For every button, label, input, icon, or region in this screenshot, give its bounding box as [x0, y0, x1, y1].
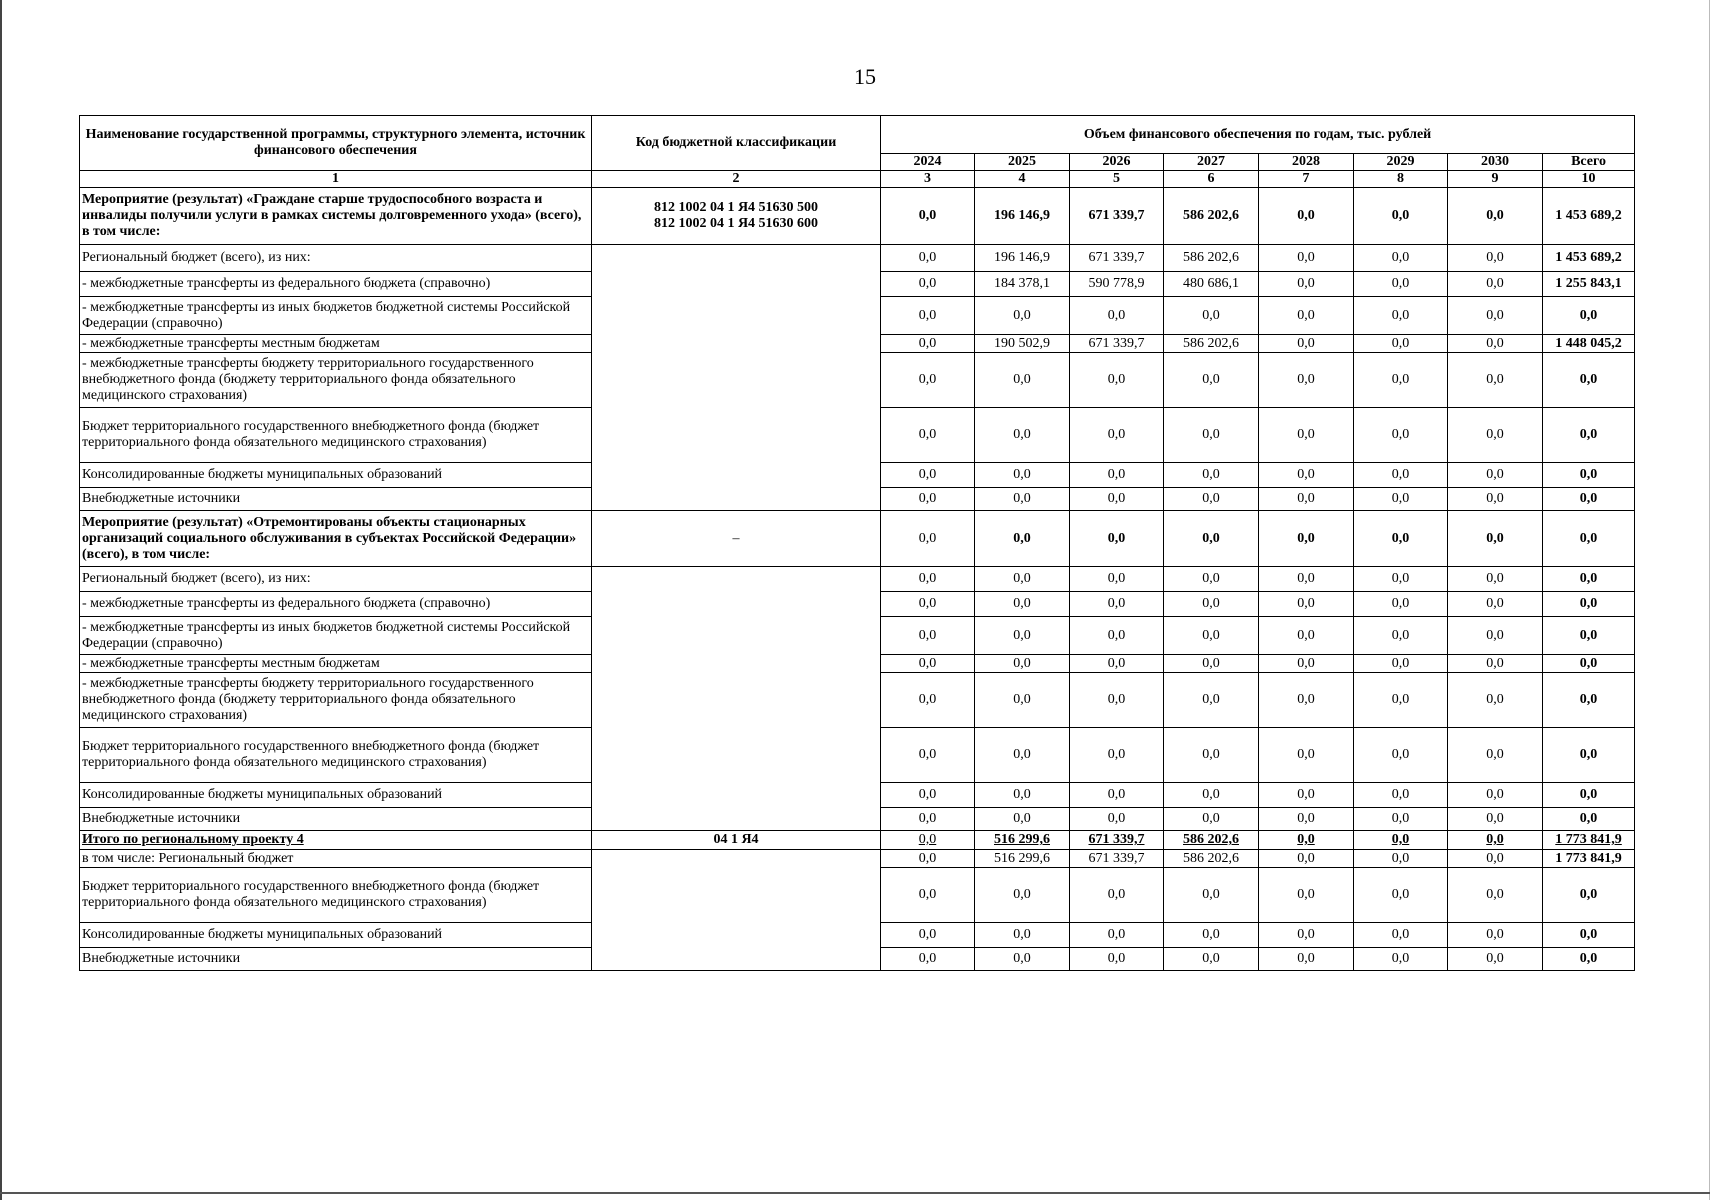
year-value-cell: 0,0: [1448, 808, 1543, 831]
year-value-cell: 0,0: [1354, 272, 1448, 297]
table-row: [80, 245, 1635, 272]
row-name-cell: - межбюджетные трансферты бюджету территориального государственного внебюджетного фонда (бюджету территориального фонда обязательного медицинского страхования): [80, 353, 592, 408]
total-value-cell: 0,0: [1543, 948, 1635, 971]
year-value-cell: 586 202,6: [1164, 831, 1259, 850]
year-value-cell: 0,0: [881, 673, 975, 728]
year-value-cell: 0,0: [1164, 463, 1259, 488]
total-value-cell: 0,0: [1543, 488, 1635, 511]
year-value-cell: 0,0: [1164, 297, 1259, 335]
year-value-cell: 0,0: [975, 617, 1070, 655]
year-value-cell: 586 202,6: [1164, 245, 1259, 272]
year-value-cell: 0,0: [1259, 948, 1354, 971]
column-number: 9: [1448, 171, 1543, 188]
year-value-cell: 0,0: [1448, 488, 1543, 511]
year-value-cell: 0,0: [975, 655, 1070, 673]
year-value-cell: 0,0: [1259, 783, 1354, 808]
year-value-cell: 0,0: [1354, 463, 1448, 488]
year-value-cell: 0,0: [1448, 408, 1543, 463]
header-code-cell: Код бюджетной классификации: [592, 116, 881, 171]
budget-code-line: 812 1002 04 1 Я4 51630 500: [653, 200, 819, 215]
row-name-cell: Мероприятие (результат) «Граждане старше трудоспособного возраста и инвалиды получили услуги в рамках системы долговременного ухода» (всего), в том числе:: [80, 188, 592, 245]
year-value-cell: 0,0: [1259, 188, 1354, 245]
row-name-cell: - межбюджетные трансферты из федерального бюджета (справочно): [80, 272, 592, 297]
year-value-cell: 0,0: [1354, 673, 1448, 728]
year-value-cell: 0,0: [1164, 923, 1259, 948]
year-value-cell: 0,0: [1164, 488, 1259, 511]
column-number: 3: [881, 171, 975, 188]
year-value-cell: 516 299,6: [975, 850, 1070, 868]
year-value-cell: 0,0: [881, 335, 975, 353]
year-value-cell: 0,0: [1164, 567, 1259, 592]
year-value-cell: 0,0: [1354, 245, 1448, 272]
row-name-cell: Консолидированные бюджеты муниципальных образований: [80, 463, 592, 488]
year-value-cell: 0,0: [1070, 783, 1164, 808]
year-value-cell: 0,0: [1070, 808, 1164, 831]
year-value-cell: 0,0: [1070, 463, 1164, 488]
year-value-cell: 0,0: [975, 728, 1070, 783]
row-name-cell: - межбюджетные трансферты из иных бюджетов бюджетной системы Российской Федерации (справочно): [80, 617, 592, 655]
header-row: [80, 116, 1635, 154]
row-name-cell: Бюджет территориального государственного внебюджетного фонда (бюджет территориального фонда обязательного медицинского страхования): [80, 868, 592, 923]
year-value-cell: 196 146,9: [975, 188, 1070, 245]
year-value-cell: 0,0: [1354, 188, 1448, 245]
year-value-cell: 0,0: [975, 463, 1070, 488]
year-value-cell: 671 339,7: [1070, 335, 1164, 353]
year-value-cell: 0,0: [1164, 353, 1259, 408]
year-value-cell: 0,0: [1448, 783, 1543, 808]
row-name-cell: Бюджет территориального государственного внебюджетного фонда (бюджет территориального фонда обязательного медицинского страхования): [80, 728, 592, 783]
year-value-cell: 0,0: [1354, 511, 1448, 567]
year-value-cell: 0,0: [1354, 592, 1448, 617]
row-name-cell: Внебюджетные источники: [80, 808, 592, 831]
row-name-cell: - межбюджетные трансферты из иных бюджетов бюджетной системы Российской Федерации (справочно): [80, 297, 592, 335]
column-number: 6: [1164, 171, 1259, 188]
year-value-cell: 0,0: [1448, 353, 1543, 408]
total-value-cell: 0,0: [1543, 353, 1635, 408]
year-value-cell: 0,0: [1070, 511, 1164, 567]
year-value-cell: 0,0: [881, 511, 975, 567]
year-value-cell: 0,0: [1164, 655, 1259, 673]
year-value-cell: 0,0: [1259, 831, 1354, 850]
row-name-cell: Внебюджетные источники: [80, 488, 592, 511]
year-value-cell: 0,0: [1354, 831, 1448, 850]
year-value-cell: 0,0: [1448, 592, 1543, 617]
year-value-cell: 0,0: [1070, 655, 1164, 673]
column-number: 2: [592, 171, 881, 188]
year-header: 2025: [975, 154, 1070, 171]
year-value-cell: 0,0: [1070, 923, 1164, 948]
year-value-cell: 671 339,7: [1070, 245, 1164, 272]
year-value-cell: 0,0: [975, 353, 1070, 408]
year-value-cell: 590 778,9: [1070, 272, 1164, 297]
header-volume-cell: Объем финансового обеспечения по годам, тыс. рублей: [881, 116, 1635, 154]
column-number: 10: [1543, 171, 1635, 188]
year-value-cell: 0,0: [881, 488, 975, 511]
merged-empty-cell: [592, 850, 881, 971]
year-value-cell: 0,0: [1070, 297, 1164, 335]
year-value-cell: 671 339,7: [1070, 188, 1164, 245]
year-value-cell: 0,0: [1164, 617, 1259, 655]
year-value-cell: 0,0: [1259, 728, 1354, 783]
year-value-cell: 190 502,9: [975, 335, 1070, 353]
budget-code-line: 04 1 Я4: [713, 832, 759, 847]
total-value-cell: 0,0: [1543, 463, 1635, 488]
year-value-cell: 0,0: [1354, 783, 1448, 808]
year-value-cell: 0,0: [975, 567, 1070, 592]
year-value-cell: 0,0: [881, 655, 975, 673]
total-value-cell: 0,0: [1543, 511, 1635, 567]
table-body: [80, 188, 1635, 971]
budget-code-line: 812 1002 04 1 Я4 51630 600: [653, 216, 819, 231]
year-value-cell: 0,0: [1448, 335, 1543, 353]
year-value-cell: 0,0: [1354, 297, 1448, 335]
year-value-cell: 0,0: [881, 297, 975, 335]
total-value-cell: 1 255 843,1: [1543, 272, 1635, 297]
budget-code-line: –: [732, 530, 740, 546]
year-value-cell: 0,0: [975, 673, 1070, 728]
year-header: 2029: [1354, 154, 1448, 171]
total-value-cell: 0,0: [1543, 808, 1635, 831]
year-value-cell: 0,0: [1259, 808, 1354, 831]
year-value-cell: 0,0: [1448, 948, 1543, 971]
year-value-cell: 0,0: [1259, 297, 1354, 335]
total-value-cell: 0,0: [1543, 673, 1635, 728]
year-value-cell: 0,0: [975, 868, 1070, 923]
budget-code-cell: [592, 511, 881, 567]
year-value-cell: 0,0: [1448, 463, 1543, 488]
year-value-cell: 0,0: [1259, 567, 1354, 592]
year-value-cell: 196 146,9: [975, 245, 1070, 272]
year-value-cell: 0,0: [881, 272, 975, 297]
row-name-cell: Мероприятие (результат) «Отремонтированы объекты стационарных организаций социального обслуживания в субъектах Российской Федерации» (всего), в том числе:: [80, 511, 592, 567]
year-value-cell: 0,0: [1259, 923, 1354, 948]
page-number: 15: [854, 64, 876, 89]
total-value-cell: 1 773 841,9: [1543, 831, 1635, 850]
year-value-cell: 671 339,7: [1070, 850, 1164, 868]
year-value-cell: 0,0: [881, 868, 975, 923]
scan-bottom-edge: [0, 1192, 1710, 1194]
table-row: [80, 831, 1635, 850]
year-value-cell: 0,0: [1259, 592, 1354, 617]
year-value-cell: 0,0: [1448, 245, 1543, 272]
row-name-cell: Региональный бюджет (всего), из них:: [80, 245, 592, 272]
year-value-cell: 0,0: [1070, 868, 1164, 923]
year-value-cell: 0,0: [1354, 488, 1448, 511]
year-value-cell: 0,0: [1448, 868, 1543, 923]
column-number: 4: [975, 171, 1070, 188]
year-value-cell: 586 202,6: [1164, 188, 1259, 245]
year-value-cell: 0,0: [1164, 948, 1259, 971]
row-name-cell: в том числе: Региональный бюджет: [80, 850, 592, 868]
row-name-cell: Внебюджетные источники: [80, 948, 592, 971]
year-value-cell: 0,0: [1070, 673, 1164, 728]
total-value-cell: 0,0: [1543, 783, 1635, 808]
budget-code-cell: [592, 831, 881, 850]
year-header: Всего: [1543, 154, 1635, 171]
year-value-cell: 0,0: [975, 592, 1070, 617]
year-value-cell: 0,0: [1259, 673, 1354, 728]
row-name-cell: Бюджет территориального государственного внебюджетного фонда (бюджет территориального фонда обязательного медицинского страхования): [80, 408, 592, 463]
year-value-cell: 0,0: [1354, 868, 1448, 923]
total-value-cell: 0,0: [1543, 728, 1635, 783]
total-value-cell: 0,0: [1543, 567, 1635, 592]
year-value-cell: 0,0: [1259, 617, 1354, 655]
year-value-cell: 0,0: [881, 463, 975, 488]
year-value-cell: 0,0: [1259, 463, 1354, 488]
year-value-cell: 0,0: [1164, 808, 1259, 831]
total-value-cell: 0,0: [1543, 408, 1635, 463]
year-value-cell: 0,0: [1448, 655, 1543, 673]
year-value-cell: 0,0: [975, 948, 1070, 971]
year-value-cell: 0,0: [1354, 728, 1448, 783]
row-name-cell: - межбюджетные трансферты местным бюджетам: [80, 335, 592, 353]
year-value-cell: 0,0: [881, 188, 975, 245]
year-value-cell: 0,0: [1354, 948, 1448, 971]
table-row: [80, 850, 1635, 868]
total-value-cell: 0,0: [1543, 868, 1635, 923]
year-value-cell: 0,0: [1070, 592, 1164, 617]
column-number-row: [80, 171, 1635, 188]
year-value-cell: 0,0: [1070, 488, 1164, 511]
year-header: 2028: [1259, 154, 1354, 171]
year-value-cell: 0,0: [975, 923, 1070, 948]
year-value-cell: 0,0: [975, 488, 1070, 511]
year-value-cell: 0,0: [1259, 272, 1354, 297]
total-value-cell: 0,0: [1543, 592, 1635, 617]
row-name-cell: - межбюджетные трансферты местным бюджетам: [80, 655, 592, 673]
year-value-cell: 0,0: [881, 923, 975, 948]
financing-table: [79, 115, 1635, 971]
year-value-cell: 0,0: [1448, 188, 1543, 245]
year-value-cell: 0,0: [1448, 831, 1543, 850]
total-value-cell: 1 448 045,2: [1543, 335, 1635, 353]
year-value-cell: 0,0: [1164, 728, 1259, 783]
year-value-cell: 0,0: [1354, 808, 1448, 831]
row-name-cell: - межбюджетные трансферты из федерального бюджета (справочно): [80, 592, 592, 617]
year-value-cell: 0,0: [1070, 617, 1164, 655]
year-value-cell: 0,0: [1448, 272, 1543, 297]
year-value-cell: 0,0: [1259, 850, 1354, 868]
year-value-cell: 0,0: [1354, 923, 1448, 948]
table-row: [80, 511, 1635, 567]
year-value-cell: 0,0: [1164, 783, 1259, 808]
year-value-cell: 0,0: [1448, 511, 1543, 567]
merged-empty-cell: [592, 245, 881, 511]
year-value-cell: 0,0: [881, 408, 975, 463]
year-value-cell: 586 202,6: [1164, 335, 1259, 353]
row-name-cell: Региональный бюджет (всего), из них:: [80, 567, 592, 592]
year-value-cell: 0,0: [881, 245, 975, 272]
year-value-cell: 671 339,7: [1070, 831, 1164, 850]
year-value-cell: 0,0: [1354, 655, 1448, 673]
year-value-cell: 0,0: [1259, 868, 1354, 923]
row-name-cell: Консолидированные бюджеты муниципальных образований: [80, 783, 592, 808]
year-value-cell: 0,0: [975, 408, 1070, 463]
year-value-cell: 0,0: [1164, 408, 1259, 463]
year-value-cell: 0,0: [1354, 567, 1448, 592]
year-value-cell: 0,0: [881, 831, 975, 850]
year-value-cell: 0,0: [1448, 567, 1543, 592]
year-value-cell: 0,0: [1070, 408, 1164, 463]
column-number: 1: [80, 171, 592, 188]
total-value-cell: 1 453 689,2: [1543, 245, 1635, 272]
row-name-cell: Итого по региональному проекту 4: [80, 831, 592, 850]
year-value-cell: 0,0: [881, 353, 975, 408]
row-name-cell: - межбюджетные трансферты бюджету территориального государственного внебюджетного фонда (бюджету территориального фонда обязательного медицинского страхования): [80, 673, 592, 728]
column-number: 7: [1259, 171, 1354, 188]
year-value-cell: 184 378,1: [975, 272, 1070, 297]
total-value-cell: 1 453 689,2: [1543, 188, 1635, 245]
table-row: [80, 188, 1635, 245]
year-value-cell: 0,0: [1354, 353, 1448, 408]
year-value-cell: 0,0: [1259, 335, 1354, 353]
year-value-cell: 0,0: [1259, 408, 1354, 463]
year-value-cell: 0,0: [975, 783, 1070, 808]
column-number: 5: [1070, 171, 1164, 188]
year-value-cell: 0,0: [1259, 488, 1354, 511]
year-value-cell: 0,0: [1448, 728, 1543, 783]
year-value-cell: 0,0: [1448, 673, 1543, 728]
total-value-cell: 0,0: [1543, 297, 1635, 335]
year-value-cell: 0,0: [1354, 408, 1448, 463]
year-value-cell: 0,0: [881, 592, 975, 617]
year-value-cell: 0,0: [975, 511, 1070, 567]
year-value-cell: 0,0: [881, 808, 975, 831]
year-value-cell: 0,0: [1164, 592, 1259, 617]
year-value-cell: 0,0: [1448, 297, 1543, 335]
year-value-cell: 0,0: [1259, 245, 1354, 272]
year-value-cell: 0,0: [1070, 567, 1164, 592]
year-value-cell: 0,0: [1448, 923, 1543, 948]
year-header: 2024: [881, 154, 975, 171]
year-value-cell: 0,0: [1164, 673, 1259, 728]
year-value-cell: 0,0: [1164, 868, 1259, 923]
year-value-cell: 0,0: [881, 728, 975, 783]
year-value-cell: 0,0: [881, 783, 975, 808]
year-value-cell: 480 686,1: [1164, 272, 1259, 297]
column-number: 8: [1354, 171, 1448, 188]
header-name-cell: Наименование государственной программы, структурного элемента, источник финансового обеспечения: [80, 116, 592, 171]
year-value-cell: 0,0: [881, 617, 975, 655]
year-value-cell: 0,0: [1448, 850, 1543, 868]
year-value-cell: 0,0: [975, 808, 1070, 831]
year-value-cell: 0,0: [881, 948, 975, 971]
year-header: 2026: [1070, 154, 1164, 171]
year-value-cell: 0,0: [881, 567, 975, 592]
total-value-cell: 1 773 841,9: [1543, 850, 1635, 868]
year-value-cell: 0,0: [975, 297, 1070, 335]
year-value-cell: 0,0: [1259, 353, 1354, 408]
year-value-cell: 0,0: [1354, 335, 1448, 353]
budget-code-cell: [592, 188, 881, 245]
year-value-cell: 0,0: [1070, 353, 1164, 408]
total-value-cell: 0,0: [1543, 655, 1635, 673]
year-value-cell: 0,0: [1164, 511, 1259, 567]
year-value-cell: 586 202,6: [1164, 850, 1259, 868]
year-value-cell: 0,0: [1259, 511, 1354, 567]
year-value-cell: 0,0: [881, 850, 975, 868]
row-name-cell: Консолидированные бюджеты муниципальных образований: [80, 923, 592, 948]
year-value-cell: 0,0: [1070, 948, 1164, 971]
year-header: 2030: [1448, 154, 1543, 171]
total-value-cell: 0,0: [1543, 617, 1635, 655]
year-value-cell: 0,0: [1448, 617, 1543, 655]
year-header: 2027: [1164, 154, 1259, 171]
table-row: [80, 567, 1635, 592]
year-value-cell: 0,0: [1354, 850, 1448, 868]
year-value-cell: 0,0: [1259, 655, 1354, 673]
year-value-cell: 516 299,6: [975, 831, 1070, 850]
merged-empty-cell: [592, 567, 881, 831]
year-value-cell: 0,0: [1070, 728, 1164, 783]
year-value-cell: 0,0: [1354, 617, 1448, 655]
total-value-cell: 0,0: [1543, 923, 1635, 948]
